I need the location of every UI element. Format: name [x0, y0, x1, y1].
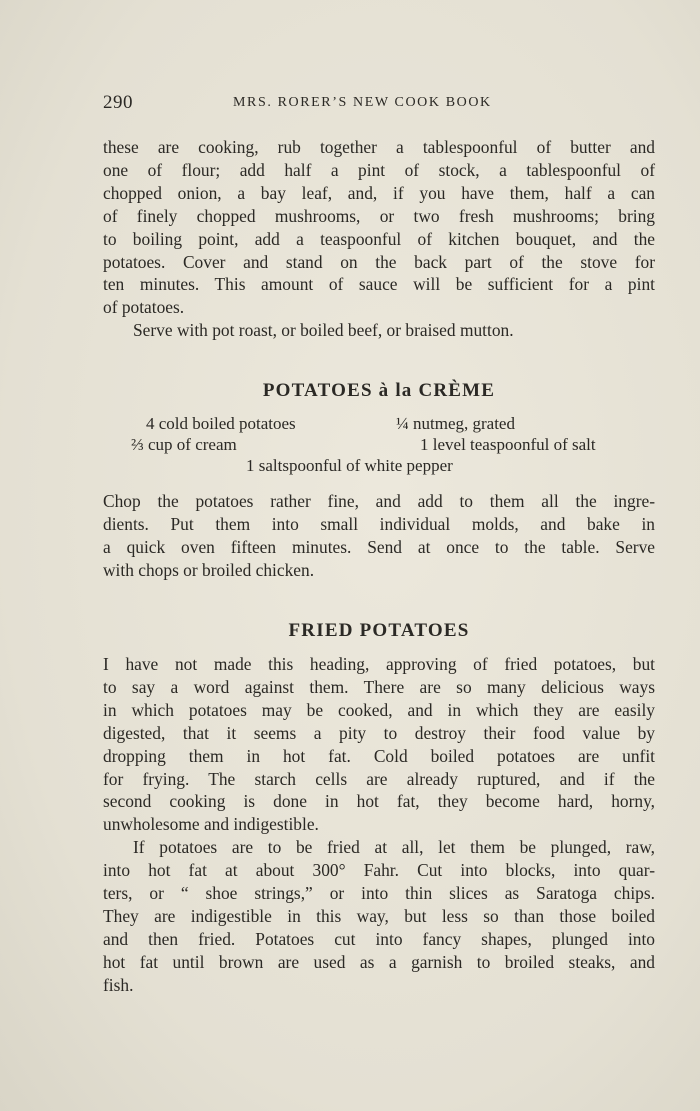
text-line: dropping them in hot fat. Cold boiled potatoes are unfit — [103, 745, 655, 766]
text-line: ters, or “ shoe strings,” or into thin slices as Saratoga chips. — [103, 883, 655, 904]
recipe-title-creme: POTATOES à la CRÈME — [262, 380, 496, 401]
text-line: with chops or broiled chicken. — [103, 559, 315, 580]
fried-text — [103, 653, 655, 997]
text-line: to boiling point, add a teaspoonful of kitchen bouquet, and the — [103, 228, 655, 249]
text-line: digested, that it seems a pity to destroy their food value by — [103, 722, 655, 743]
intro-text — [103, 136, 655, 342]
text-line: these are cooking, rub together a tablespoonful of butter and — [103, 137, 655, 157]
serving-note: Serve with pot roast, or boiled beef, or braised mutton. — [133, 320, 514, 341]
text-line: potatoes. Cover and stand on the back part of the stove for — [103, 251, 655, 272]
text-line: They are indigestible in this way, but less so than those boiled — [103, 905, 655, 926]
page-number: 290 — [103, 92, 133, 113]
text-line: second cooking is done in hot fat, they become hard, horny, — [103, 791, 655, 812]
text-line: fish. — [103, 974, 134, 995]
recipe-title-fried: FRIED POTATOES — [288, 620, 470, 641]
creme-directions — [103, 490, 655, 582]
text-line: for frying. The starch cells are already ruptured, and if the — [103, 768, 655, 789]
ingredient-item: ⅔ cup of cream — [131, 435, 237, 454]
text-line: unwholesome and indigestible. — [103, 814, 319, 835]
page-header — [103, 92, 655, 116]
ingredient-item: 4 cold boiled potatoes — [146, 414, 296, 433]
ingredient-item: ¼ nutmeg, grated — [396, 414, 515, 433]
text-line: Chop the potatoes rather fine, and add to them all the ingre- — [103, 491, 655, 511]
text-line: of potatoes. — [103, 297, 185, 318]
ingredient-item: 1 level teaspoonful of salt — [420, 435, 596, 454]
text-line: I have not made this heading, approving of fried potatoes, but — [103, 654, 655, 674]
text-line: chopped onion, a bay leaf, and, if you have them, half a can — [103, 182, 655, 203]
text-line: into hot fat at about 300° Fahr. Cut into blocks, into quar- — [103, 860, 655, 881]
text-line: to say a word against them. There are so many delicious ways — [103, 676, 655, 697]
running-title: MRS. RORER’S NEW COOK BOOK — [233, 95, 492, 110]
text-line: a quick oven fifteen minutes. Send at once to the table. Serve — [103, 536, 655, 557]
text-line: in which potatoes may be cooked, and in which they are easily — [103, 699, 655, 720]
text-line: If potatoes are to be fried at all, let them be plunged, raw, — [133, 837, 655, 858]
text-line: of finely chopped mushrooms, or two fresh mushrooms; bring — [103, 205, 655, 226]
text-line: ten minutes. This amount of sauce will be sufficient for a pint — [103, 274, 655, 295]
ingredient-item: 1 saltspoonful of white pepper — [246, 456, 453, 475]
text-line: dients. Put them into small individual molds, and bake in — [103, 513, 655, 534]
text-line: and then fried. Potatoes cut into fancy shapes, plunged into — [103, 928, 655, 949]
text-line: one of flour; add half a pint of stock, a tablespoonful of — [103, 159, 655, 180]
text-line: hot fat until brown are used as a garnish to broiled steaks, and — [103, 951, 655, 972]
